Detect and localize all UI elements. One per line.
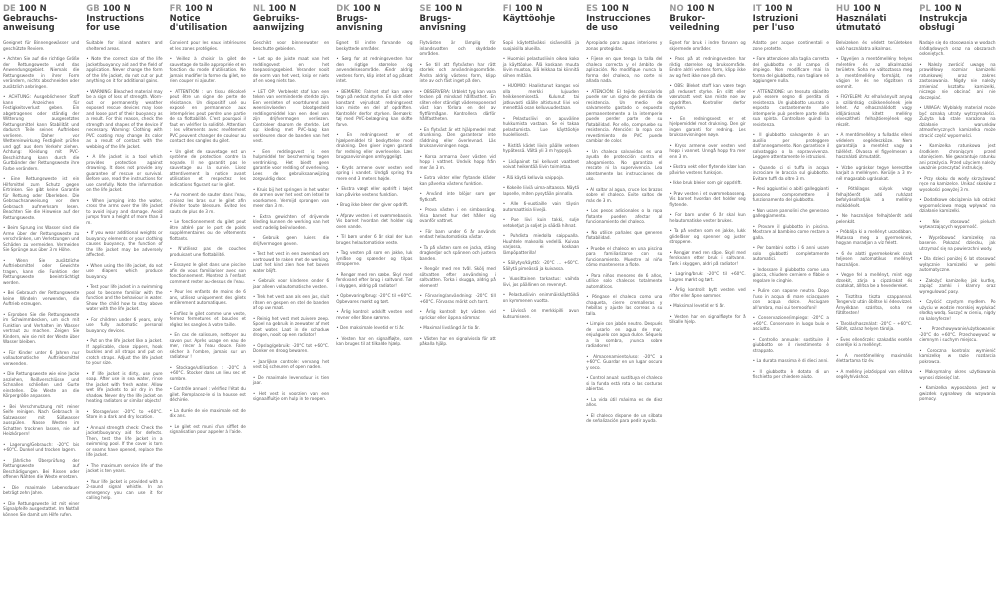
instruction-paragraph: • Årlig kontroll: bytt vesten ved rifter eller åpne sømmer.	[669, 287, 746, 298]
title-line-2: for use	[86, 22, 121, 33]
instruction-paragraph: • Rengør med ren sæbe. Skyl med ferskvand efter brug i saltvand. Tør i skyggen, aldrig på radiator!	[336, 271, 413, 288]
instruction-paragraph: • Tárolás/használat: -20°C – +60°C. Sötét, száraz helyen tárolja.	[835, 320, 913, 331]
title-line-1: Instrukcja	[919, 12, 968, 23]
title-line-1: Istruzioni	[752, 12, 799, 23]
instruction-paragraph: • Fare attenzione alla taglia corretta del giubbotto e al campo di impiego. Non modificare mai la forma del giubbotto, non tagliare né aggiungere nulla.	[752, 56, 829, 83]
instruction-paragraph: • Kamizelka ratunkowa jest środkiem chroniącym przed utonięciem. Nie gwarantuje ratunku ani przeżycia. Przed użyciem należy uważnie przeczytać instrukcję.	[919, 143, 996, 170]
instruction-paragraph: • Il giubbotto salvagente è un ausilio per proteggere dall'annegamento. Non garantisce il salvataggio o la sopravvivenza. Leggere attentamente le istruzioni.	[752, 132, 829, 159]
instruction-paragraph: Flytvästen är lämplig för inlandsvatten och skyddade områden.	[419, 40, 496, 56]
instruction-paragraph: • Ristitä kädet liivin päälle veteen hypätessä. Vältä yli 3 m hyppyjä.	[502, 142, 580, 153]
instruction-paragraph: • Ta på vesten som en jakke, lukk glidelåser og spenner og juster stroppene.	[669, 228, 746, 244]
language-code: ES	[586, 3, 599, 13]
instruction-paragraph: • Beim Sprung ins Wasser sind die Arme über der Rettungsweste zu verschränken, um Verletzungen und Schäden zu vermeiden. Vermeiden Sie Sprünge aus über 3 m Höhe.	[3, 225, 80, 252]
title-line-1: Brugs-	[336, 12, 368, 23]
instruction-paragraph: • Annual strength check: Check the jacket/buoyancy aid for defects. Then, test the life jacket in a swimming pool. If the cover is torn or seams have opened, replace the life jacket.	[86, 424, 163, 457]
title-line-2: obsługi	[919, 22, 955, 33]
language-column-hu	[836, 4, 919, 522]
instruction-paragraph: • La durée de vie maximale est de dix ans.	[169, 407, 246, 418]
instruction-paragraph: • When jumping into the water, cross the arms over the life jacket to avoid injury and damage. Avoid jumps from a height of more than 3 m.	[86, 197, 163, 225]
instruction-paragraph: • Pass på at redningsvesten har riktig størrelse og bruksområde. Endre aldri vestens form, klipp ikke av og fest ikke noe på den.	[669, 56, 746, 78]
instruction-paragraph: • Un gilet de sauvetage est un système de protection contre la noyade. Il ne garantit pas le sauvetage ou la survie. Lisez attentivement la notice avant utilisation et respectez les indications figurant sur le gilet.	[169, 148, 246, 187]
title-line-2: anvisning	[336, 22, 383, 33]
model-name: 100 N	[514, 3, 543, 13]
instruction-paragraph: • Förvaring/användning: -20°C till +60°C. Förvaras mörkt och torrt.	[419, 293, 496, 304]
instruction-paragraph: • Vuosittainen tarkastus: vaihda liivi, jos päällinen on revennyt.	[502, 276, 580, 287]
instruction-paragraph: • Tisztítsa tiszta szappannal. Tengervíz után öblítse ki édesvízzel. Árnyékban szárítsa, soha ne fűtőtesten!	[835, 293, 913, 315]
model-name: 100 N	[601, 3, 629, 13]
instruction-paragraph: • Pour les enfants de moins de 6 ans, utilisez uniquement des gilets entièrement automatiques.	[169, 289, 246, 305]
instruction-paragraph: Geeignet für Binnengewässer und geschützte Reviere.	[3, 40, 80, 51]
title-line-2: de uso	[586, 22, 618, 33]
instruction-paragraph: • Vízbe ugráskor tegye keresztbe karjait a mellényen. Kerülje a 3 m-nél magasabb ugrásokat.	[835, 164, 913, 181]
title-line-1: Notice	[169, 12, 201, 23]
instruction-paragraph: • Kryss armene over vesten ved hopp i vannet. Unngå hopp fra mer enn 3 m.	[669, 142, 746, 159]
instruction-paragraph: • Liivissä on merkkipilli avun kutsumiseen.	[502, 308, 580, 319]
language-column-pl	[919, 4, 1000, 522]
instruction-paragraph: • Note the correct size of the life jacket/buoyancy aid and the field of application. Never change the form of the life jacket, do not cut or put anything on it for additional gains.	[86, 56, 163, 83]
instruction-paragraph: • Controllo annuale: sostituire il giubbotto se il rivestimento è strappato.	[752, 336, 829, 353]
instruction-paragraph: • Jährliche Überprüfung der Rettungsweste auf Beschädigungen. Bei Rissen oder offenen Nähten die Weste ersetzen.	[3, 457, 80, 479]
instruction-paragraph: • Conservazione/impiego: -20°C a +60°C. Conservare in luogo buio e asciutto.	[752, 315, 829, 331]
instruction-paragraph: • If you wear additional weights or buoyancy elements or your clothing causes buoyancy, the function of the life jacket may be adversely affected.	[86, 230, 163, 257]
column-heading	[419, 4, 495, 40]
instruction-paragraph: • Pelastusliivin enimmäiskäyttöikä on kymmenen vuotta.	[502, 292, 580, 303]
instruction-paragraph: • Vesten har en signalfløyte for å tilkalle hjelp.	[669, 313, 746, 324]
title-line-2: anweisung	[3, 22, 55, 33]
column-heading	[170, 4, 246, 40]
instruction-paragraph: • La vida útil máxima es de diez años.	[586, 396, 663, 407]
instruction-paragraph: • Reinig het vest met zuivere zeep. Spoel na gebruik in zeewater af met zoet water. Laat in de schaduw drogen, nooit op een radiator!	[252, 315, 330, 337]
instruction-paragraph: • Für Kinder unter 6 Jahren nur vollautomatische Auftriebsmittel verwenden.	[3, 349, 80, 366]
instruction-paragraph: • Korsa armarna över västen vid hopp i vattnet. Undvik hopp från mer än 3 m.	[419, 153, 496, 170]
instruction-paragraph: • Dodatkowe obciążenia lub odzież wypornościowa mogą wpływać na działanie kamizelki.	[919, 197, 996, 213]
instruction-paragraph: • Pue liivi kuin takki, sulje vetoketjut ja soljet ja säädä hihnat.	[502, 217, 580, 228]
column-heading	[3, 4, 79, 40]
instruction-paragraph: • Eine Rettungsweste ist ein Hilfsmittel zum Schutz gegen Ertrinken. Sie gibt keine Garantie für Rettung oder Überleben. Die Gebrauchsanweisung vor dem Gebrauch aufmerksam lesen. Beachten Sie die Hinweise auf der Rettungsweste.	[3, 176, 80, 220]
instruction-paragraph: • Test your life jacket in a swimming pool to become familiar with the function and the behaviour in water. Show the child how to stay above water with the life jacket.	[86, 284, 163, 311]
instruction-paragraph: • Het vest is voorzien van een signaalfluitje om hulp in te roepen.	[252, 390, 330, 401]
instruction-paragraph: • Test het vest in een zwembad om vertrouwd te raken met de werking. Laat het kind zien hoe het boven water blijft.	[252, 251, 330, 273]
language-code: DE	[3, 3, 16, 13]
language-code: GB	[86, 3, 100, 13]
instruction-paragraph: • Opbevaring/brug: -20°C til +60°C. Opbevares mørkt og tørt.	[336, 293, 413, 304]
instruction-paragraph: • Contrôle annuel : vérifiez l'état du gilet. Remplacez-le si la housse est déchirée.	[169, 386, 246, 402]
model-name: 100 N	[268, 3, 297, 13]
instruction-paragraph: • Extra gewichten of drijvende kleding kunnen de werking van het vest nadelig beïnvloeden.	[252, 213, 330, 230]
instruction-paragraph: • ACHTUNG: Ausgeblichener Stoff kann Anzeichen für Festigkeitsverlust geben. Ein abgetragenes oder ständig der Witterung ausgesetztes Rettungsmittel kann Stabilität und dadurch Teile seines Auftriebes verlieren. Daher vor Wettereinwirkung Festigkeit prüfen und ggf. aus dem Verkehr ziehen. Achtung: Kleidung mit PVC-Beschichtung kann durch die Gurtbänder der Rettungsweste ihre Farbe verändern.	[3, 94, 80, 171]
instruction-paragraph: • ATTENTION : un tissu décoloré peut être un signe de perte de résistance. Un dispositif usé ou exposé en permanence aux intempéries peut perdre une partie de sa flottabilité. C'est pourquoi il faut en vérifier la solidité. Attention : les vêtements avec revêtement PVC peuvent changer de couleur au contact des sangles du gilet.	[169, 88, 246, 143]
instruction-paragraph: • Den maksimale levetid er ti år.	[336, 325, 405, 330]
instruction-paragraph: • Prøv vesten i et svømmebasseng. Vis barnet hvordan det holder seg flytende.	[669, 190, 746, 207]
column-heading	[836, 4, 912, 40]
instruction-paragraph: • Le fonctionnement du gilet peut être altéré par le port de poids supplémentaires ou de vêtements flottants.	[169, 219, 246, 241]
instruction-paragraph: • Al saltar al agua, cruce los brazos sobre el chaleco. Evite saltos de más de 3 m.	[586, 186, 663, 203]
instruction-paragraph: • N'utilisez pas de couches produisant une flottabilité.	[169, 246, 246, 257]
instruction-paragraph: • Afprøv vesten i et svømmebassin. Vis barnet hvordan det holder sig oven vande.	[336, 212, 413, 229]
instruction-paragraph: • Per bambini sotto i 6 anni usare solo giubbotti completamente automatici.	[752, 245, 829, 261]
instruction-paragraph: • Vesten har en signalfløjte, som kan bruges til at tilkalde hjælp.	[336, 335, 413, 346]
instruction-paragraph: Sopii käytettäväksi sisävesillä ja suojaisilla alueilla.	[502, 40, 580, 51]
instruction-paragraph: • Wypróbować kamizelkę na basenie. Pokazać dziecku, jak utrzymać się na powierzchni wody.	[919, 234, 996, 251]
instruction-paragraph: • Fíjese en que tenga la talla del chaleco correcta y el ámbito de aplicación. No modifique nunca la forma del chaleco, no corte ni añada nada.	[586, 56, 663, 83]
title-line-1: Gebruiks-	[252, 12, 300, 23]
column-heading	[586, 4, 662, 40]
instruction-paragraph: Convient pour les eaux intérieures et les zones protégées.	[169, 40, 246, 51]
instruction-paragraph: • LET OP: Verbleekt stof kan een teken van verminderde sterkte zijn. Een versleten of voortdurend aan weersinvloeden blootgesteld reddingsmiddel kan een deel van zijn drijfvermogen verliezen. Controleer daarom de sterkte. Let op: kleding met PVC-laag kan verkleuren door de banden van het vest.	[252, 88, 330, 143]
instruction-paragraph: Egnet for bruk i indre farvann og skjermede områder.	[669, 40, 746, 51]
instruction-paragraph: • Let op de juiste maat van het reddingsvest en het toepassingsgebied. Verander nooit de vorm van het vest, knip er niets af en voeg niets toe.	[252, 56, 330, 83]
instruction-paragraph: • Pótlólagos súlyok vagy felhajtóerőt adó ruházat befolyásolhatják a mellény működését.	[835, 186, 913, 208]
instruction-paragraph: Geschikt voor binnenwater en beschutte gebieden.	[252, 40, 330, 51]
language-code: IT	[752, 3, 762, 13]
instruction-paragraph: • Almacenamiento/uso: -20°C a +60°C. Guardar en un lugar oscuro y seco.	[586, 353, 663, 370]
instruction-paragraph: • El chaleco dispone de un silbato de señalización para pedir ayuda.	[586, 412, 663, 423]
instruction-paragraph: • Pruebe el chaleco en una piscina para familiarizarse con su funcionamiento. Muestre al niño cómo mantenerse a flote.	[586, 245, 663, 267]
instruction-paragraph: • Pesi aggiuntivi o abiti galleggianti possono compromettere il funzionamento del giubbotto.	[752, 186, 829, 202]
instruction-paragraph: • Próbálja ki a mellényt uszodában. Mutassa meg a gyermeknek, hogyan maradjon a víz felett.	[835, 229, 913, 245]
instruction-paragraph: • When using the life jacket, do not use diapers which produce buoyancy.	[86, 262, 163, 279]
instruction-paragraph: • OBSERVERA: Urblekt tyg kan vara tecken på minskad hållfasthet. En sliten eller ständigt väderexponerad väst kan förlora en del av flytförmågan. Kontrollera därför hållfastheten.	[419, 88, 496, 121]
instruction-paragraph: • Un chaleco salvavidas es una ayuda de protección contra el ahogamiento. No garantiza el rescate ni la supervivencia. Lea atentamente las instrucciones de uso.	[586, 148, 663, 181]
language-code: FI	[502, 3, 512, 13]
instruction-paragraph: • Control anual: sustituya el chaleco si la funda está rota o las costuras abiertas.	[586, 375, 663, 391]
language-column-se	[419, 4, 502, 522]
instruction-paragraph: • Provare il giubbotto in piscina. Mostrare al bambino come restare a galla.	[752, 223, 829, 240]
instruction-paragraph: • 6 év alatti gyermekeknek csak teljesen automatikus mellényt használjon.	[835, 250, 913, 267]
instruction-paragraph: • Dla dzieci poniżej 6 lat stosować wyłącznie kamizelki w pełni automatyczne.	[919, 256, 996, 272]
instruction-paragraph: • Een reddingsvest is een hulpmiddel ter bescherming tegen verdrinking. Het biedt geen garantie voor redding of overleving. Lees de gebruiksaanwijzing zorgvuldig door.	[252, 148, 330, 181]
instruction-paragraph: • En flytväst är ett hjälpmedel mot drunkning. Den garanterar inte räddning eller överlevnad. Läs bruksanvisningen noga.	[419, 126, 496, 148]
instruction-paragraph: • UWAGA: Wyblakły materiał może być oznaką utraty wytrzymałości. Zużyta lub stale narażona na działanie warunków atmosferycznych kamizelka może stracić część wyporności.	[919, 105, 996, 138]
instruction-paragraph: • La durata massima è di dieci anni.	[752, 358, 829, 363]
instruction-paragraph: • Jaarlijkse controle: vervang het vest bij scheuren of open naden.	[252, 358, 330, 369]
instruction-paragraph: • Prova västen i en simbassäng. Visa barnet hur det håller sig ovanför vattnet.	[419, 207, 496, 223]
instruction-paragraph: • Maksymalny okres użytkowania wynosi dziesięć lat.	[919, 369, 996, 380]
instruction-paragraph: • A mellény jelzősíppal van ellátva segélyhíváshoz.	[835, 368, 913, 379]
column-heading	[919, 4, 995, 40]
instruction-paragraph: • Coroczna kontrola: wymienić kamizelkę w razie rozdarcia pokrowca.	[919, 347, 996, 364]
title-line-1: Instrucciones	[586, 12, 651, 23]
title-line-1: Instructions	[86, 12, 145, 23]
model-name: 100 N	[102, 3, 131, 13]
column-heading	[753, 4, 829, 40]
title-line-1: Brugs-	[419, 12, 452, 23]
instruction-paragraph: • Rengjør med ren såpe. Skyll med ferskvann etter bruk i saltvann. Tørk i skyggen, aldri på radiator!	[669, 249, 746, 266]
instruction-paragraph: • FIGYELEM: Az elhalványult anyag a szilárdság csökkenésének jele lehet. Az elhasználódott vagy időjárásnak kitett mellény elveszítheti felhajtóerejének egy részét.	[835, 94, 913, 127]
instruction-paragraph: • Veillez à choisir la gilet de sauvetage de taille appropriée et en fonction du mode d'utilisation. Ne jamais modifier la forme du gilet, ne rien couper ni ajouter.	[169, 56, 246, 83]
instruction-paragraph: • Non usare pannolini che generano galleggiamento.	[752, 207, 829, 218]
instruction-paragraph: • Lisäpainot tai kelluvat vaatteet voivat heikentää liivin toimintaa.	[502, 158, 580, 169]
language-column-es	[586, 4, 669, 522]
instruction-paragraph: • Indossare il giubbotto come una giacca, chiudere cerniere e fibbie e regolare le cinghie.	[752, 266, 829, 283]
instruction-paragraph: • WARNING: Bleached material may be a sign of loss of strength. Worn-out or permanently weather exposed rescue devices may lose and loose part of their buoyancy as a result. For this reason, check the strength and shapes of the device if necessary. Warning: Clothing with PVC coating may change its color as a result of contact with the webbing of the life jacket.	[86, 88, 163, 149]
instruction-paragraph: • Bei Verschmutzung mit reiner Seife reinigen. Nach Gebrauch in Salzwasser mit Süßwasser ausspülen. Nasse Westen im Schatten trocknen lassen, nie auf Heizkörpern!	[3, 403, 80, 436]
instruction-paragraph: • För barn under 6 år används endast helautomatiska västar.	[419, 228, 496, 239]
title-line-1: Gebrauchs-	[3, 12, 58, 23]
title-line-1: Brukor-	[669, 12, 706, 23]
title-line-2: aanwijzing	[252, 22, 305, 33]
instruction-paragraph: • Pelastusliivi on apuväline hukkumista vastaan. Se ei takaa pelastumista. Lue käyttöohje huolellisesti.	[502, 115, 580, 137]
instruction-paragraph: Nadaje się do stosowania w wodach śródlądowych oraz na obszarach osłoniętych.	[919, 40, 996, 56]
instruction-paragraph: Egnet til indre farvande og beskyttede områder.	[336, 40, 413, 51]
column-heading	[503, 4, 579, 40]
instruction-paragraph: • Kryds armene over vesten ved spring i vandet. Undgå spring fra mere end 3 meters højde.	[336, 164, 413, 181]
instruction-paragraph: • BEMÆRK: Falmet stof kan være tegn på nedsat styrke. En slidt eller konstant vejrudsat redningsvest kan miste en del af opdriften. Kontrollér derfor styrken. Bemærk: tøj med PVC-belægning kan skifte farve.	[336, 88, 413, 127]
instruction-paragraph: • Rengör med ren tvål. Skölj med sötvatten efter användning i saltvatten. Torka i skugga, aldrig på element!	[419, 266, 496, 288]
column-heading	[253, 4, 329, 40]
language-code: NO	[669, 3, 684, 13]
title-line-2: útmutató	[835, 22, 881, 33]
instruction-paragraph: • Kamizelka wyposażona jest w gwizdek sygnałowy do wzywania pomocy.	[919, 385, 996, 401]
instruction-paragraph: • Quando ci si tuffa in acqua incrociare le braccia sul giubbotto. Evitare tuffi da oltre 3 m.	[752, 164, 829, 181]
instruction-paragraph: • Należy zwrócić uwagę na prawidłowy rozmiar kamizelki ratunkowej oraz zakres zastosowania. Nigdy nie należy zmieniać kształtu kamizelki, niczego nie obcinać ani nie doczepiać.	[919, 61, 996, 100]
instruction-paragraph: • Przechowywanie/użytkowanie: -20°C do +60°C. Przechowywać w ciemnym i suchym miejscu.	[919, 326, 996, 342]
instruction-paragraph: • For children under 6 years, only use fully automatic personal buoyancy devices.	[86, 316, 163, 333]
instruction-paragraph: • Vegye fel a mellényt, mint egy dzsekit, zárja a cipzárakat és csatokat, állítsa be a hevedereket.	[835, 272, 913, 288]
language-column-fr	[170, 4, 253, 522]
instruction-paragraph: • Stockage/utilisation : -20°C à +60°C. Stocker dans un lieu sec et sombre.	[169, 364, 246, 381]
instruction-paragraph: • For barn under 6 år skal kun helautomatiske vester brukes.	[669, 212, 746, 223]
instruction-paragraph: • Au moment de sauter dans l'eau, croisez les bras sur le gilet afin d'éviter toute blessure. Évitez les sauts de plus de 3 m.	[169, 192, 246, 214]
instruction-paragraph: • Använd inte blöjor som ger flytkraft.	[419, 191, 496, 202]
instruction-paragraph: • Póngase el chaleco como una chaqueta, cierre cremalleras y hebillas y ajuste las correas a su talla.	[586, 294, 663, 316]
language-column-nl	[253, 4, 336, 522]
instruction-paragraph: • Extra vikter eller flytande kläder kan påverka västens funktion.	[419, 175, 496, 186]
title-line-1: Használati	[835, 12, 887, 23]
language-code: PL	[919, 3, 931, 13]
instruction-paragraph: • Le gilet est muni d'un sifflet de signalisation pour appeler à l'aide.	[169, 423, 246, 434]
instruction-paragraph: • Bei Gebrauch der Rettungsweste keine Windeln verwenden, die Auftrieb erzeugen.	[3, 290, 80, 306]
instruction-paragraph: Adatto per acque continentali e zone protette.	[752, 40, 829, 51]
instruction-paragraph: • Huomioi pelastusliivin oikea koko ja käyttöalue. Älä koskaan muuta liivin muotoa, älä leikkaa tai kiinnitä siihen mitään.	[502, 56, 580, 78]
instruction-paragraph: • Maksimal levetid er ti år.	[669, 303, 725, 308]
instruction-paragraph: • Ügyeljen a mentőmellény helyes méretére és az alkalmazási területre. Soha ne változtassa meg a mentőmellény formáját, ne vágjon le és ne rögzítsen rá semmit.	[835, 56, 913, 89]
instruction-paragraph: Suitable for inland waters and sheltered areas.	[86, 40, 163, 51]
language-column-fi	[503, 4, 586, 522]
instruction-paragraph: • Wenn Sie zusätzliche Auftriebsmittel oder Gewichte tragen, kann die Funktion der Rettungsweste beeinträchtigt werden.	[3, 257, 80, 285]
instruction-paragraph: • The maximum service life of the jacket is ten years.	[86, 462, 163, 473]
instruction-paragraph: • Gebruik geen luiers die drijfvermogen geven.	[252, 235, 330, 246]
instruction-paragraph: • Ekstra vekt eller flytende klær kan påvirke vestens funksjon.	[669, 164, 746, 175]
instruction-paragraph: • Tag vesten på som en jakke, luk lynlåse og spænder og tilpas stropperne.	[336, 250, 413, 266]
instruction-paragraph: • Kruis bij het springen in het water de armen over het vest om letsel te voorkomen. Vermijd sprongen van meer dan 3 m.	[252, 186, 330, 208]
instruction-paragraph: • Ikke bruk bleier som gir oppdrift.	[669, 180, 742, 185]
instruction-paragraph: • Brug ikke bleer der giver opdrift.	[336, 202, 409, 207]
instruction-paragraph: • Puhdista miedolla saippualla. Huuhtele makealla vedellä. Kuivaa varjossa, ei koskaan lämpöpatterilla!	[502, 233, 580, 255]
model-name: 100 N	[933, 3, 962, 13]
instruction-paragraph: • Västen har en signalvissla för att påkalla hjälp.	[419, 335, 496, 346]
instruction-paragraph: • Enfilez le gilet comme une veste, fermez fermetures et boucles et réglez les sangles à votre taille.	[169, 310, 246, 327]
model-name: 100 N	[852, 3, 881, 13]
language-column-de	[3, 4, 86, 522]
instruction-paragraph: • Pulire con sapone neutro. Dopo l'uso in acqua di mare sciacquare con acqua dolce. Asciugare all'ombra, mai sui termosifoni!	[752, 288, 829, 310]
language-column-gb	[86, 4, 169, 522]
instruction-paragraph: • Sørg for at redningsvesten har den rigtige størrelse og anvendelsesområde. Ændr aldrig vestens form, klip intet af og påsæt intet.	[336, 56, 413, 83]
instruction-paragraph: • Trek het vest aan als een jas, sluit ritsen en gespen en stel de banden af op uw maat.	[252, 294, 330, 310]
language-column-it	[753, 4, 836, 522]
instruction-paragraph: Belvizeken és védett területeken való használatra alkalmas.	[835, 40, 913, 51]
instruction-sheet	[3, 4, 1000, 522]
instruction-paragraph: • Älä käytä kelluvia vaippoja.	[502, 174, 564, 180]
language-code: FR	[169, 3, 182, 13]
language-column-dk	[336, 4, 419, 522]
instruction-paragraph: • No utilice pañales que generen flotabilidad.	[586, 229, 663, 240]
title-line-2: d'utilisation	[169, 22, 228, 33]
instruction-paragraph: • Gebruik voor kinderen onder 6 jaar alleen volautomatische vesten.	[252, 278, 330, 289]
instruction-paragraph: • Ekstra vægt eller opdrift i tøjet kan påvirke vestens funktion.	[336, 186, 413, 197]
instruction-paragraph: • Éves ellenőrzés: szakadás esetén cserélje ki a mellényt.	[835, 336, 913, 347]
language-code: HU	[835, 3, 850, 13]
column-heading	[669, 4, 745, 40]
instruction-paragraph: • A mentőmellény a fulladás elleni védelem segédeszköze. Nem garantálja a mentést vagy a túlélést. Olvassa el figyelmesen a használati útmutatót.	[835, 132, 913, 159]
instruction-paragraph: • If life jacket is dirty, use pure soap. After use in sea water, rinse the jacket with fresh water. Allow wet life jackets to air dry in the shadow. Never dry the life jacket on heating radiators or similar objects!	[86, 370, 163, 403]
instruction-paragraph: • Alle 6-vuotiaille vain täysin automaattisia liivejä.	[502, 201, 580, 212]
language-column-no	[669, 4, 752, 522]
language-code: SE	[419, 3, 432, 13]
instruction-paragraph: • HUOMIO: Haalistunut kangas voi olla merkki lujuuden heikkenemisestä. Kulunut tai jatkuvasti säälle altistunut liivi voi menettää osan kelluvuudestaan.	[502, 83, 580, 110]
instruction-paragraph: • Nie stosować pieluch wytwarzających wyporność.	[919, 218, 996, 229]
model-name: 100 N	[686, 3, 715, 13]
model-name: 100 N	[352, 3, 381, 13]
instruction-paragraph: • A mentőmellény maximális élettartama tíz év.	[835, 352, 913, 363]
instruction-paragraph: Apropiado para aguas interiores y zonas protegidas.	[586, 40, 663, 51]
instruction-paragraph: • Il giubbotto è dotato di un fischietto per chiedere aiuto.	[752, 368, 829, 379]
instruction-paragraph: • Årlig kontroll: byt västen vid sprickor eller öppna sömmar.	[419, 309, 496, 320]
instruction-paragraph: • Założyć kamizelkę jak kurtkę, zapiąć zamki i klamry oraz wyregulować pasy.	[919, 277, 996, 294]
instruction-paragraph: • Kokeile liiviä uima-altaassa. Näytä lapselle, miten pysytään pinnalla.	[502, 185, 580, 196]
instruction-paragraph: • Przy skoku do wody skrzyżować ręce na kamizelce. Unikać skoków z wysokości powyżej 3 m.	[919, 175, 996, 192]
instruction-paragraph: • En cas de salissure, nettoyer au savon pur. Après usage en eau de mer, rincer à l'eau douce. Faire sécher à l'ombre, jamais sur un radiateur !	[169, 332, 246, 359]
instruction-paragraph: • OBS: Bleket stoff kan være tegn på redusert styrke. En slitt eller værutsatt vest kan miste noe av oppdriften. Kontroller derfor styrken.	[669, 83, 746, 110]
instruction-paragraph: • Opslag/gebruik: -20°C tot +60°C. Donker en droog bewaren.	[252, 342, 330, 353]
column-heading	[86, 4, 162, 40]
model-name: 100 N	[184, 3, 213, 13]
language-code: DK	[336, 3, 350, 13]
instruction-paragraph: • Lagring/bruk: -20°C til +60°C. Lagres mørkt og tørt.	[669, 271, 746, 282]
instruction-paragraph: • ATTENZIONE: un tessuto sbiadito può essere segno di perdita di resistenza. Un giubbotto usurato o esposto costantemente alle intemperie può perdere parte della sua spinta. Controllare quindi la resistenza.	[752, 88, 829, 127]
instruction-paragraph: • Essayez le gilet dans une piscine afin de vous familiariser avec son fonctionnement. Montrez à l'enfant comment rester au-dessus de l'eau.	[169, 262, 246, 284]
instruction-paragraph: • En redningsvest er et hjelpemiddel mot drukning. Den gir ingen garanti for redning. Les bruksanvisningen nøye.	[669, 115, 746, 137]
instruction-paragraph: • Die Rettungsweste wie eine Jacke anziehen, Reißverschlüsse und Schnallen schließen und Gurte einstellen. Die Weste an die Körpergröße anpassen.	[3, 371, 80, 398]
instruction-paragraph: • ATENCIÓN: El tejido descolorido puede ser un signo de pérdida de resistencia. Un medio de salvamento gastado o expuesto permanentemente a la intemperie puede perder parte de su flotabilidad. Por ello, compruebe su resistencia. Atención: la ropa con revestimiento de PVC puede cambiar de color.	[586, 88, 663, 143]
instruction-paragraph: • Til børn under 6 år skal der kun bruges helautomatiske veste.	[336, 234, 413, 245]
instruction-paragraph: • Czyścić czystym mydłem. Po użyciu w wodzie morskiej wypłukać słodką wodą. Suszyć w cieniu, nigdy na kaloryferze!	[919, 299, 996, 321]
instruction-paragraph: • Säilytys/käyttö: -20°C … +60°C. Säilytä pimeässä ja kuivassa.	[502, 260, 580, 271]
instruction-paragraph: • Limpie con jabón neutro. Después de usarlo en agua de mar, enjuáguelo con agua dulce. Séquelo a la sombra, ¡nunca sobre radiadores!	[586, 321, 663, 348]
instruction-paragraph: • Los pesos adicionales o la ropa flotante pueden afectar al funcionamiento del chaleco.	[586, 208, 663, 224]
instruction-paragraph: • Achten Sie auf die richtige Größe der Rettungsweste und das Anwendungsgebiet. Niemals die Rettungsweste in ihrer Form verändern, nichts abschneiden oder zusätzlich anbringen.	[3, 56, 80, 89]
instruction-paragraph: • Para niños menores de 6 años, utilice solo chalecos totalmente automáticos.	[586, 272, 663, 289]
instruction-paragraph: • Ne használjon felhajtóerőt adó pelenkát.	[835, 213, 913, 224]
instruction-paragraph: • A life jacket is a tool which provides protection against drowning. It does not provide any guarantee of rescue or survival. Before use, read the instructions for use carefully. Note the information on the life jacket.	[86, 154, 163, 192]
instruction-paragraph: • Your life jacket is provided with a 2-sound signal whistle. In an emergency you can use it for calling help.	[86, 478, 163, 500]
title-line-2: anvisning	[419, 22, 467, 33]
column-heading	[336, 4, 412, 40]
instruction-paragraph: • Årlig kontrol: udskift vesten ved revner eller åbne sømme.	[336, 309, 413, 320]
instruction-paragraph: • Ta på västen som en jacka, stäng dragkedjor och spännen och justera banden.	[419, 244, 496, 261]
model-name: 100 N	[434, 3, 463, 13]
title-line-1: Käyttöohje	[502, 12, 556, 23]
language-code: NL	[252, 3, 266, 13]
instruction-paragraph: • Storage/use: -20°C to +60°C. Store in a dark and dry location.	[86, 408, 163, 419]
title-line-2: veiledning	[669, 22, 720, 33]
instruction-paragraph: • De maximale levensduur is tien jaar.	[252, 374, 330, 385]
instruction-paragraph: • Die maximale Lebensdauer beträgt zehn Jahre.	[3, 484, 80, 495]
model-name: 100 N	[18, 3, 47, 13]
instruction-paragraph: • Erproben Sie die Rettungsweste im Schwimmbecken, um sich mit Funktion und Verhalten im Wasser vertraut zu machen. Zeigen Sie Kindern, wie sie mit der Weste über Wasser bleiben.	[3, 311, 80, 344]
instruction-paragraph: • Die Rettungsweste ist mit einer Signalpfeife ausgestattet. Im Notfall können Sie damit um Hilfe rufen.	[3, 500, 80, 517]
instruction-paragraph: • En redningsvest er et hjælpemiddel til beskyttelse mod drukning. Den giver ingen garanti for redning eller overlevelse. Læs brugsanvisningen omhyggeligt.	[336, 132, 413, 159]
title-line-2: per l'uso	[752, 22, 795, 33]
instruction-paragraph: • Lagerung/Gebrauch: -20°C bis +60°C. Dunkel und trocken lagern.	[3, 441, 80, 452]
model-name: 100 N	[764, 3, 793, 13]
instruction-paragraph: • Put on the life jacket like a jacket. If applicable, close zippers, hook buckles and all straps and put on crotch straps. Adjust the life jacket to your size.	[86, 338, 163, 365]
instruction-paragraph: • Maximal livslängd är tio år.	[419, 325, 480, 330]
instruction-paragraph: • Se till att flytvästen har rätt storlek och användningsområde. Ändra aldrig västens form, klipp inte av och fäst inget på den.	[419, 61, 496, 83]
